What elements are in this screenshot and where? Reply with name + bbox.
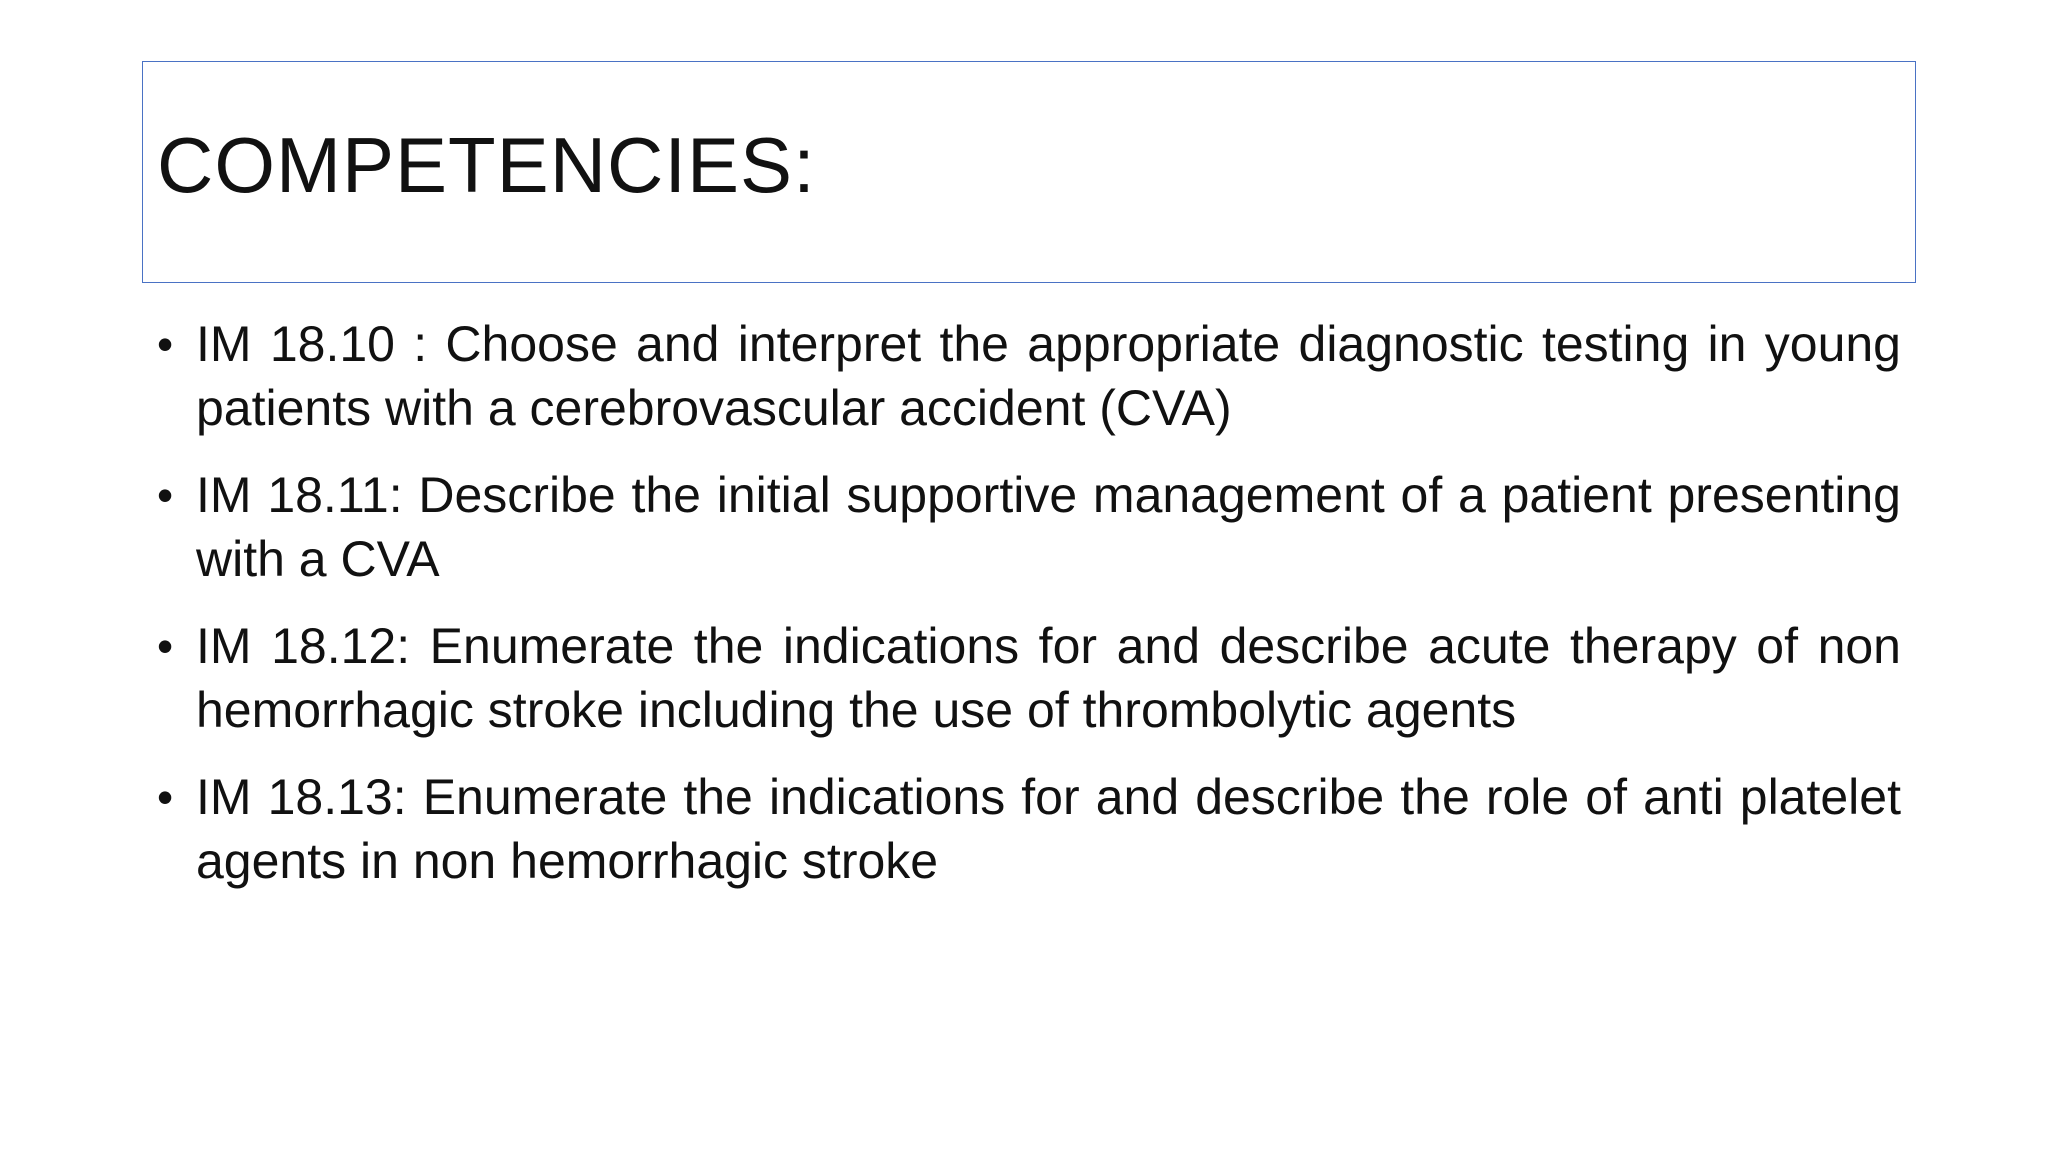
- bullet-text: IM 18.13: Enumerate the indications for and describe the role of anti platelet agents in non hemorrhagic stroke: [196, 769, 1901, 889]
- bullet-item: [155, 463, 1901, 591]
- bullet-text: IM 18.12: Enumerate the indications for and describe acute therapy of non hemorrhagic stroke including the use of thrombolytic agents: [196, 618, 1901, 738]
- bullet-item: [155, 312, 1901, 440]
- bullet-icon: •: [157, 469, 174, 521]
- bullet-text: IM 18.11: Describe the initial supportive management of a patient presenting with a CVA: [196, 467, 1901, 587]
- bullet-icon: •: [157, 620, 174, 672]
- bullet-list: [155, 312, 1901, 916]
- bullet-icon: •: [157, 318, 174, 370]
- bullet-item: [155, 614, 1901, 742]
- slide-title: COMPETENCIES:: [157, 121, 816, 209]
- bullet-item: [155, 765, 1901, 893]
- bullet-icon: •: [157, 771, 174, 823]
- bullet-text: IM 18.10 : Choose and interpret the appropriate diagnostic testing in young patients with a cerebrovascular accident (CVA): [196, 316, 1901, 436]
- title-placeholder: [142, 61, 1916, 283]
